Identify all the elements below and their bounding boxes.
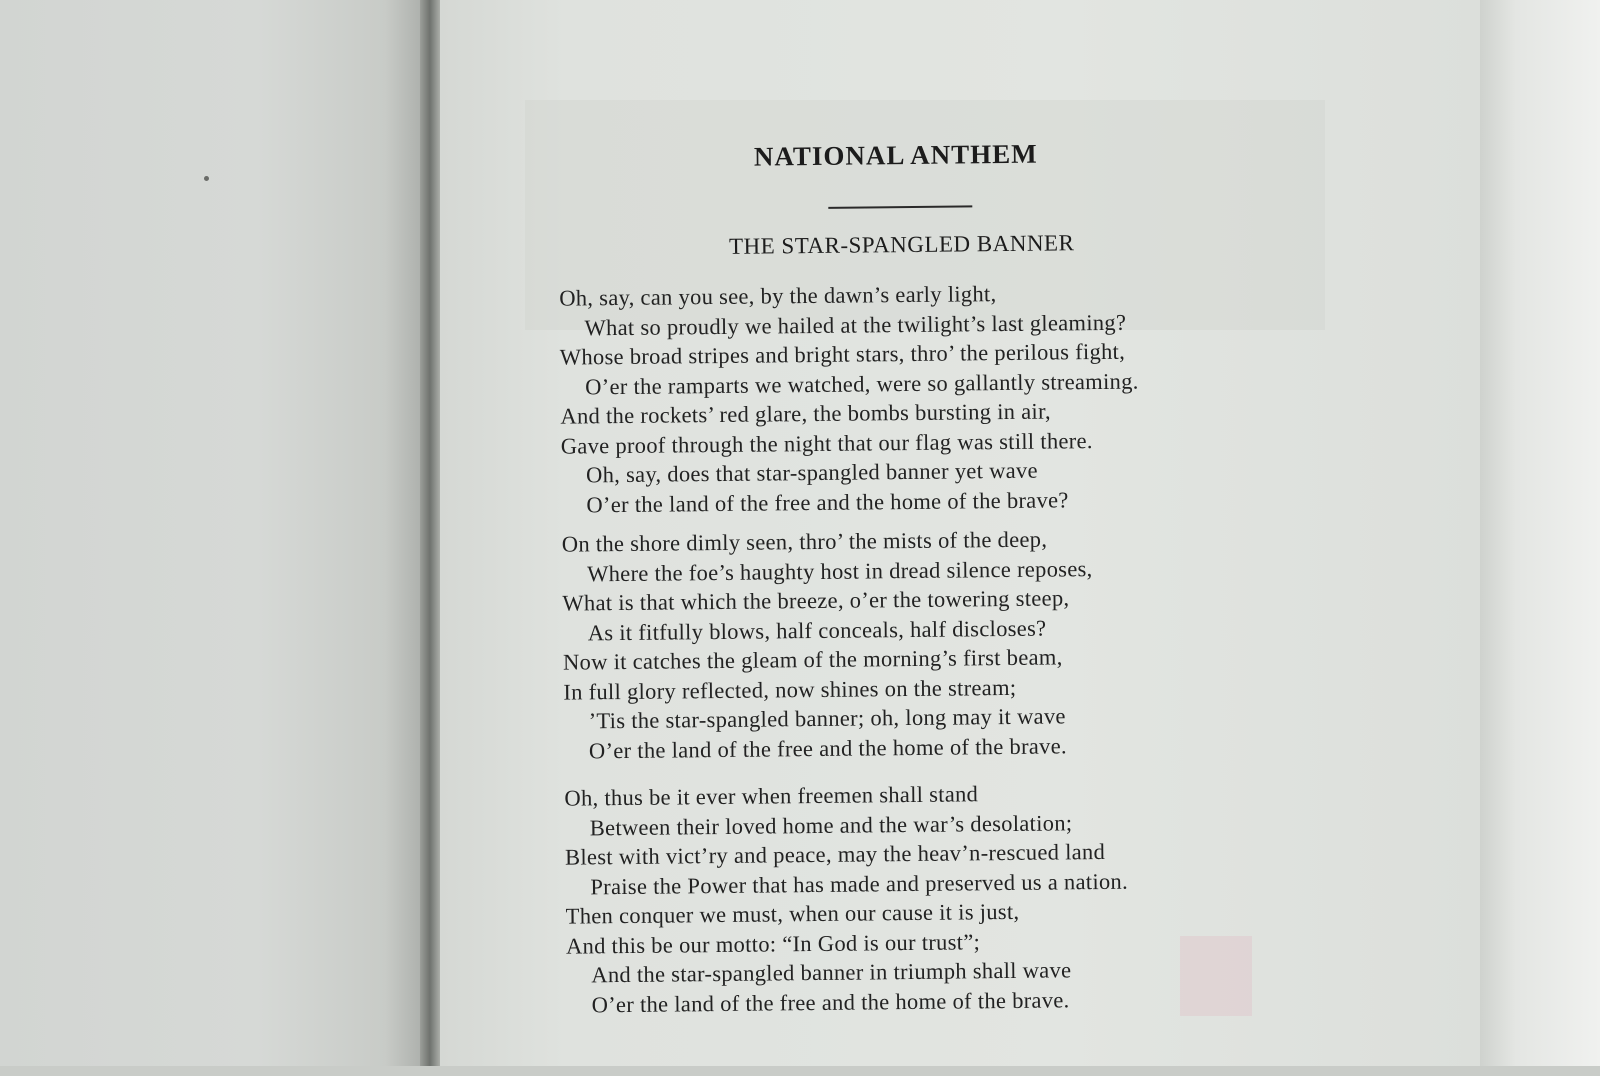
page-title: NATIONAL ANTHEM xyxy=(753,138,1038,172)
title-divider xyxy=(828,205,972,209)
verse-line: Oh, thus be it ever when freemen shall stand xyxy=(564,781,979,811)
verse-line: And the rockets’ red glare, the bombs bursting in air, xyxy=(560,398,1051,429)
verse-line: What so proudly we hailed at the twilight’s last gleaming? xyxy=(584,309,1127,340)
stanza-1 xyxy=(559,276,1301,520)
verse-line: Blest with vict’ry and peace, may the heav’n-rescued land xyxy=(564,838,1106,870)
verse-line: Gave proof through the night that our flag was still there. xyxy=(560,427,1093,459)
verse-line: O’er the land of the free and the home of the brave? xyxy=(586,486,1069,517)
verse-line: On the shore dimly seen, thro’ the mists of the deep, xyxy=(561,526,1048,557)
verse-line: Whose broad stripes and bright stars, thro’ the perilous fight, xyxy=(559,338,1126,370)
stanza-3 xyxy=(564,776,1306,1020)
verse-line: Now it catches the gleam of the morning’s first beam, xyxy=(562,644,1063,675)
verse-line: Then conquer we must, when our cause it is just, xyxy=(565,898,1020,929)
verse-line: And the star-spangled banner in triumph shall wave xyxy=(591,957,1072,988)
verse-line: As it fitfully blows, half conceals, half discloses? xyxy=(587,615,1047,645)
verse-line: O’er the ramparts we watched, were so gallantly streaming. xyxy=(585,368,1139,399)
verse-line: And this be our motto: “In God is our trust”; xyxy=(565,928,981,959)
verse-line: What is that which the breeze, o’er the towering steep, xyxy=(562,585,1070,616)
verse-line: Oh, say, does that star-spangled banner yet wave xyxy=(585,457,1038,488)
song-title: THE STAR-SPANGLED BANNER xyxy=(728,230,1075,259)
verse-line: O’er the land of the free and the home of the brave. xyxy=(588,732,1067,763)
verse-line: Praise the Power that has made and preserved us a nation. xyxy=(590,868,1129,899)
verse-line: ’Tis the star-spangled banner; oh, long may it wave xyxy=(588,703,1066,734)
verse-line: Where the foe’s haughty host in dread silence reposes, xyxy=(586,555,1093,586)
verse-line: Oh, say, can you see, by the dawn’s early light, xyxy=(559,281,997,311)
verse-line: O’er the land of the free and the home of the brave. xyxy=(591,986,1070,1017)
verse-line: In full glory reflected, now shines on the stream; xyxy=(563,674,1017,705)
verse-line: Between their loved home and the war’s desolation; xyxy=(589,809,1073,840)
stanza-2 xyxy=(562,522,1304,766)
